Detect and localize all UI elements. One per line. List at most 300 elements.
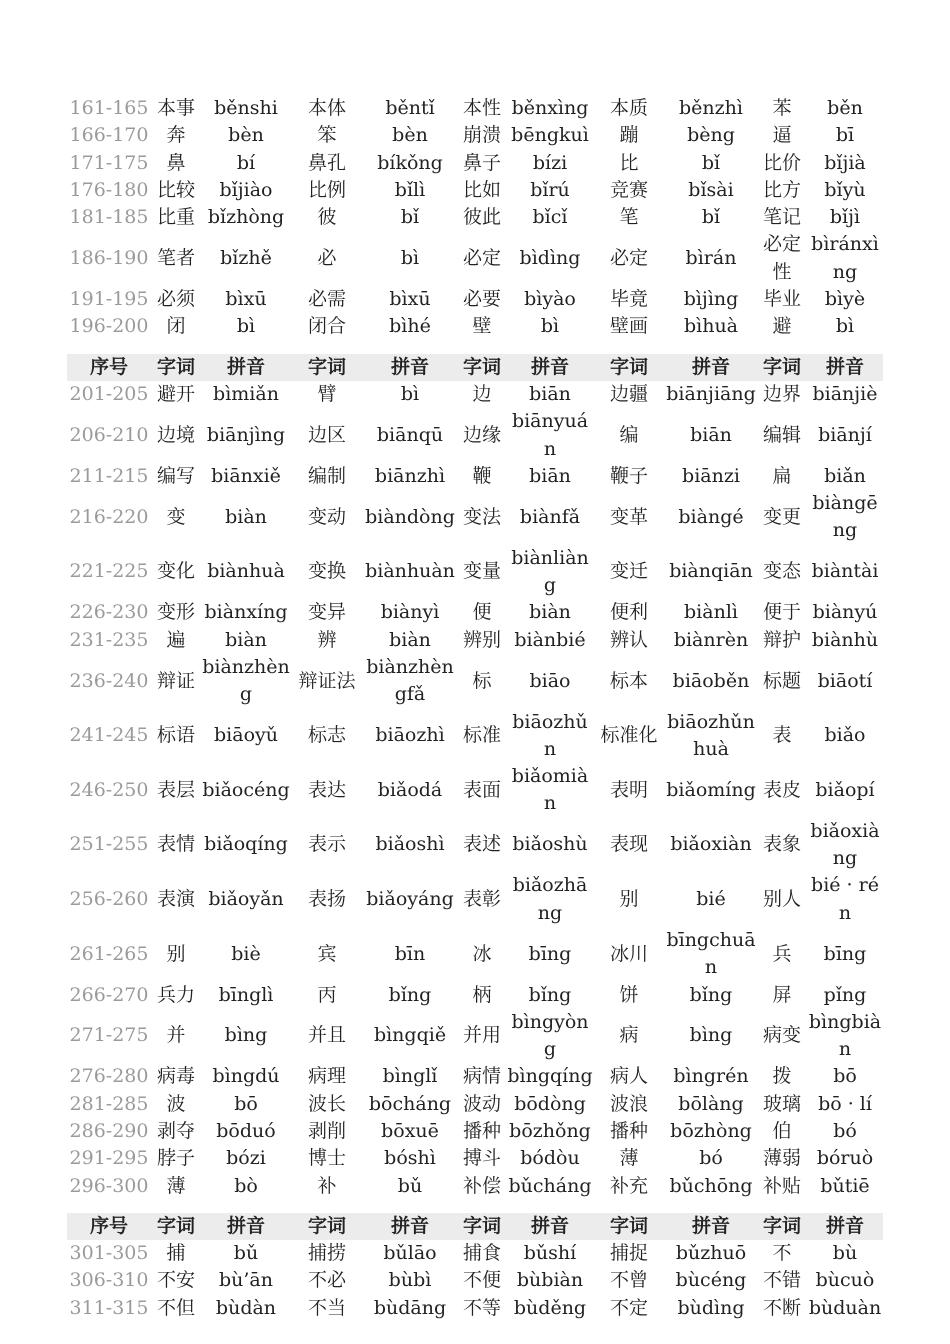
pinyin-cell: bìránxìng: [811, 233, 879, 283]
pinyin-cell: bùcéng: [675, 1269, 747, 1292]
pinyin-cell: bó: [833, 1119, 857, 1142]
word-cell: 比: [619, 151, 639, 174]
pinyin-cell: bǐng: [528, 983, 572, 1006]
word-cell: 本事: [156, 97, 195, 119]
column-header: 拼音: [363, 1213, 457, 1240]
pinyin-cell: biǎn: [824, 464, 866, 487]
word-cell: 逼: [772, 124, 792, 147]
word-cell: 变革: [609, 505, 648, 528]
word-cell: 必定: [609, 247, 648, 270]
word-cell: 标志: [307, 724, 346, 747]
word-cell: 补: [317, 1174, 337, 1197]
pinyin-cell: biǎodá: [377, 778, 443, 801]
pinyin-cell: biànliàng: [511, 546, 589, 597]
column-header: 拼音: [665, 354, 757, 381]
pinyin-cell: biān: [529, 464, 571, 487]
pinyin-cell: biāoyǔ: [214, 724, 278, 747]
pinyin-cell: bìjìng: [683, 288, 739, 311]
word-cell: 编: [619, 423, 639, 446]
word-cell: 辨认: [609, 628, 648, 651]
range-cell: 186-190: [69, 247, 149, 270]
column-header: 拼音: [201, 1213, 291, 1240]
column-header: 拼音: [807, 354, 883, 381]
word-cell: 表: [772, 724, 792, 747]
word-cell: 臂: [317, 382, 337, 405]
pinyin-cell: bò: [234, 1174, 258, 1197]
column-header: 拼音: [665, 1213, 757, 1240]
table-row: [67, 818, 883, 873]
word-cell: 别: [166, 942, 186, 965]
pinyin-cell: biànhuàn: [365, 560, 455, 583]
word-cell: 波浪: [609, 1092, 648, 1115]
pinyin-cell: bìrán: [685, 247, 737, 270]
pinyin-cell: biànzhèngfǎ: [366, 655, 454, 706]
pinyin-cell: bǐ: [400, 206, 420, 229]
word-cell: 病: [619, 1024, 639, 1047]
pinyin-cell: bèn: [228, 124, 264, 147]
table-row: [67, 122, 883, 149]
pinyin-cell: biànbié: [514, 628, 586, 651]
pinyin-cell: biāoběn: [672, 669, 750, 692]
word-cell: 屏: [772, 983, 792, 1006]
word-cell: 标准: [462, 724, 501, 747]
pinyin-cell: bié: [696, 887, 726, 910]
word-cell: 病情: [462, 1065, 501, 1088]
column-header: 字词: [291, 354, 363, 381]
pinyin-cell: bódòu: [520, 1147, 580, 1170]
word-cell: 避: [772, 315, 792, 338]
word-cell: 边界: [762, 382, 801, 405]
word-cell: 笔: [619, 206, 639, 229]
pinyin-cell: bó: [699, 1147, 723, 1170]
pinyin-cell: bī: [835, 124, 855, 147]
pinyin-cell: biāotí: [817, 669, 873, 692]
word-cell: 病理: [307, 1065, 346, 1088]
word-cell: 表层: [156, 778, 195, 801]
word-cell: 波: [166, 1092, 186, 1115]
table-row: [67, 381, 883, 408]
range-cell: 231-235: [69, 628, 149, 651]
table-header-row: [67, 1213, 883, 1240]
pinyin-cell: bóshì: [384, 1147, 436, 1170]
word-cell: 剥夺: [156, 1119, 195, 1142]
pinyin-cell: biàngēng: [812, 492, 878, 542]
pinyin-cell: biàn: [389, 628, 431, 651]
pinyin-cell: bǔcháng: [508, 1174, 592, 1197]
word-cell: 辩护: [762, 628, 801, 651]
word-cell: 辨别: [462, 628, 501, 651]
pinyin-cell: biāozhǔnhuà: [667, 710, 755, 760]
word-cell: 波长: [307, 1092, 346, 1115]
pinyin-cell: biānjìng: [206, 423, 286, 446]
pinyin-cell: bǐyù: [824, 178, 866, 201]
pinyin-cell: biǎomíng: [666, 778, 756, 801]
range-cell: 236-240: [69, 669, 149, 692]
word-cell: 便: [472, 601, 492, 624]
range-cell: 166-170: [69, 124, 149, 147]
word-cell: 便利: [609, 601, 648, 624]
range-cell: 246-250: [69, 778, 149, 801]
word-cell: 拨: [772, 1065, 792, 1088]
column-header: 拼音: [363, 354, 457, 381]
word-cell: 并: [166, 1024, 186, 1047]
word-cell: 不: [772, 1242, 792, 1265]
word-cell: 比较: [156, 178, 195, 201]
pinyin-cell: biàndòng: [365, 505, 455, 528]
pinyin-cell: bǐrú: [530, 178, 570, 201]
table-row: [67, 490, 883, 545]
word-cell: 辨: [317, 628, 337, 651]
table-row: [67, 982, 883, 1009]
word-cell: 鞭子: [609, 464, 648, 487]
pinyin-cell: bì: [400, 247, 420, 270]
word-cell: 边疆: [609, 382, 648, 405]
column-header: 拼音: [507, 1213, 593, 1240]
word-cell: 玻璃: [762, 1092, 801, 1115]
pinyin-cell: bì: [236, 315, 256, 338]
range-cell: 196-200: [69, 315, 149, 338]
table-row: [67, 545, 883, 600]
pinyin-cell: biàn: [225, 505, 267, 528]
range-cell: 261-265: [69, 942, 149, 965]
word-cell: 不错: [762, 1269, 801, 1292]
range-cell: 206-210: [69, 423, 149, 446]
range-cell: 226-230: [69, 601, 149, 624]
word-cell: 苯: [772, 97, 792, 119]
pinyin-cell: bìyè: [824, 288, 866, 311]
word-cell: 标语: [156, 724, 195, 747]
pinyin-cell: biànxíng: [204, 601, 288, 624]
word-cell: 剥削: [307, 1119, 346, 1142]
word-cell: 捕: [166, 1242, 186, 1265]
column-header: 字词: [151, 1213, 201, 1240]
word-cell: 标本: [609, 669, 648, 692]
pinyin-cell: bìng: [689, 1024, 733, 1047]
pinyin-cell: bǔchōng: [669, 1174, 753, 1197]
table-row: [67, 1091, 883, 1118]
pinyin-cell: bùbiàn: [516, 1269, 584, 1292]
pinyin-cell: bùbì: [388, 1269, 432, 1292]
word-cell: 竞赛: [609, 178, 648, 201]
pinyin-cell: bǐlì: [394, 178, 426, 201]
pinyin-cell: bìng: [224, 1024, 268, 1047]
pinyin-cell: bǐjiào: [219, 178, 273, 201]
pinyin-cell: biāozhǔn: [512, 710, 588, 760]
word-cell: 搏斗: [462, 1147, 501, 1170]
range-cell: 216-220: [69, 505, 149, 528]
word-table: [67, 95, 883, 341]
word-cell: 薄弱: [762, 1147, 801, 1170]
word-cell: 鼻子: [462, 151, 501, 174]
pinyin-cell: biànqiān: [669, 560, 753, 583]
pinyin-cell: bì: [835, 315, 855, 338]
word-cell: 本性: [462, 97, 501, 119]
word-cell: 鞭: [472, 464, 492, 487]
word-cell: 表明: [609, 778, 648, 801]
pinyin-cell: biānjiāng: [666, 382, 756, 405]
word-cell: 宾: [317, 942, 337, 965]
pinyin-cell: bù’ān: [218, 1269, 273, 1292]
pinyin-cell: bù: [832, 1242, 858, 1265]
word-cell: 补贴: [762, 1174, 801, 1197]
table-row: [67, 763, 883, 818]
column-header: 字词: [757, 354, 807, 381]
range-cell: 281-285: [69, 1092, 149, 1115]
table-row: [67, 654, 883, 709]
word-cell: 变异: [307, 601, 346, 624]
word-cell: 表象: [762, 833, 801, 856]
word-table: [67, 354, 883, 1200]
word-cell: 变: [166, 505, 186, 528]
pinyin-cell: biànfǎ: [519, 505, 581, 528]
range-cell: 181-185: [69, 206, 149, 229]
table-header-row: [67, 354, 883, 381]
table-row: [67, 95, 883, 122]
word-cell: 兵力: [156, 983, 195, 1006]
word-cell: 表述: [462, 833, 501, 856]
word-cell: 闭: [166, 315, 186, 338]
word-cell: 编辑: [762, 423, 801, 446]
word-cell: 毕竟: [609, 288, 648, 311]
pinyin-cell: bǐzhòng: [207, 206, 285, 229]
pinyin-cell: biǎopí: [815, 778, 875, 801]
column-header: 序号: [67, 1213, 151, 1240]
pinyin-cell: bùcuò: [815, 1269, 875, 1292]
word-cell: 播种: [609, 1119, 648, 1142]
word-cell: 辩证: [156, 669, 195, 692]
column-header: 拼音: [507, 354, 593, 381]
word-cell: 薄: [619, 1147, 639, 1170]
range-cell: 176-180: [69, 178, 149, 201]
word-cell: 伯: [772, 1119, 792, 1142]
pinyin-cell: bùdàn: [215, 1296, 277, 1319]
pinyin-cell: biànhuà: [207, 560, 285, 583]
pinyin-cell: biānyuán: [511, 410, 589, 460]
pinyin-cell: biànyú: [812, 601, 878, 624]
table-row: [67, 286, 883, 313]
word-cell: 笔记: [762, 206, 801, 229]
range-cell: 266-270: [69, 983, 149, 1006]
pinyin-cell: bìngbiàn: [808, 1010, 882, 1061]
pinyin-cell: bìxū: [389, 288, 431, 311]
pinyin-cell: bō: [234, 1092, 258, 1115]
table-row: [67, 313, 883, 340]
pinyin-cell: biè: [231, 942, 261, 965]
table-row: [67, 599, 883, 626]
column-header: 拼音: [807, 1213, 883, 1240]
pinyin-cell: bìngqiě: [373, 1024, 447, 1047]
word-cell: 必须: [156, 288, 195, 311]
word-cell: 鼻: [166, 151, 186, 174]
pinyin-cell: bìngdú: [212, 1065, 280, 1088]
column-header: 字词: [757, 1213, 807, 1240]
pinyin-cell: bōcháng: [368, 1092, 452, 1115]
table-row: [67, 463, 883, 490]
pinyin-cell: bìyào: [524, 288, 576, 311]
pinyin-cell: bǔ: [233, 1242, 259, 1265]
word-cell: 比例: [307, 178, 346, 201]
range-cell: 276-280: [69, 1065, 149, 1088]
pinyin-cell: biǎoxiàn: [670, 833, 752, 856]
word-cell: 不等: [462, 1296, 501, 1319]
word-cell: 笔者: [156, 247, 195, 270]
pinyin-cell: biǎoshù: [512, 833, 588, 856]
word-cell: 变量: [462, 560, 501, 583]
table-row: [67, 1173, 883, 1200]
word-cell: 避开: [156, 382, 195, 405]
pinyin-cell: biǎoyáng: [366, 887, 454, 910]
pinyin-cell: bìngyòng: [511, 1010, 589, 1061]
word-cell: 崩溃: [462, 124, 501, 147]
word-cell: 冰: [472, 942, 492, 965]
pinyin-cell: biàn: [225, 628, 267, 651]
word-cell: 表现: [609, 833, 648, 856]
word-cell: 编制: [307, 464, 346, 487]
pinyin-cell: bùduàn: [808, 1296, 882, 1319]
word-cell: 变换: [307, 560, 346, 583]
range-cell: 271-275: [69, 1024, 149, 1047]
word-cell: 本质: [609, 97, 648, 119]
word-cell: 丙: [317, 983, 337, 1006]
pinyin-cell: bóruò: [816, 1147, 874, 1170]
table-row: [67, 709, 883, 764]
pinyin-cell: bō: [833, 1065, 857, 1088]
word-cell: 比价: [762, 151, 801, 174]
word-cell: 博士: [307, 1147, 346, 1170]
word-cell: 壁画: [609, 315, 648, 338]
word-cell: 必: [317, 247, 337, 270]
word-cell: 编写: [156, 464, 195, 487]
pinyin-cell: bēngkuì: [511, 124, 589, 147]
word-cell: 比重: [156, 206, 195, 229]
word-cell: 病变: [762, 1024, 801, 1047]
pinyin-cell: bǔshí: [523, 1242, 577, 1265]
pinyin-cell: bōzhǒng: [509, 1119, 591, 1142]
pinyin-cell: běn: [827, 97, 863, 119]
pinyin-cell: bǐng: [689, 983, 733, 1006]
word-cell: 壁: [472, 315, 492, 338]
pinyin-cell: bùdìng: [677, 1296, 745, 1319]
pinyin-cell: biàngé: [678, 505, 744, 528]
pinyin-cell: bì: [400, 382, 420, 405]
pinyin-cell: běnshi: [214, 97, 278, 119]
pinyin-cell: bōxuē: [381, 1119, 439, 1142]
pinyin-cell: bǐzhě: [220, 247, 272, 270]
word-cell: 捕捉: [609, 1242, 648, 1265]
pinyin-cell: biǎoqíng: [204, 833, 288, 856]
word-cell: 毕业: [762, 288, 801, 311]
pinyin-cell: bùděng: [513, 1296, 587, 1319]
pinyin-cell: bíkǒng: [377, 151, 443, 174]
word-cell: 变更: [762, 505, 801, 528]
word-cell: 比方: [762, 178, 801, 201]
pinyin-cell: biǎoyǎn: [208, 887, 284, 910]
word-cell: 补偿: [462, 1174, 501, 1197]
word-cell: 表皮: [762, 778, 801, 801]
pinyin-cell: bǐ: [701, 151, 721, 174]
word-cell: 边境: [156, 423, 195, 446]
pinyin-cell: bǐjì: [829, 206, 861, 229]
pinyin-cell: bīn: [394, 942, 426, 965]
word-cell: 本体: [307, 97, 346, 119]
table-row: [67, 1145, 883, 1172]
column-header: 字词: [593, 1213, 665, 1240]
pinyin-cell: bìnglǐ: [382, 1065, 438, 1088]
pinyin-cell: bīng: [528, 942, 572, 965]
word-cell: 鼻孔: [307, 151, 346, 174]
word-cell: 变迁: [609, 560, 648, 583]
word-cell: 标题: [762, 669, 801, 692]
word-cell: 柄: [472, 983, 492, 1006]
range-cell: 306-310: [69, 1269, 149, 1292]
pinyin-cell: bōdòng: [514, 1092, 586, 1115]
column-header: 拼音: [201, 354, 291, 381]
pinyin-cell: bìmiǎn: [213, 382, 279, 405]
range-cell: 191-195: [69, 288, 149, 311]
pinyin-cell: bīnglì: [218, 983, 274, 1006]
word-cell: 并用: [462, 1024, 501, 1047]
word-table: [67, 1213, 883, 1322]
word-cell: 不安: [156, 1269, 195, 1292]
pinyin-cell: biǎoxiàng: [810, 819, 880, 870]
range-cell: 251-255: [69, 833, 149, 856]
table-row: [67, 1267, 883, 1294]
word-cell: 扁: [772, 464, 792, 487]
word-cell: 彼: [317, 206, 337, 229]
word-cell: 表演: [156, 887, 195, 910]
pinyin-cell: běnxìng: [511, 97, 589, 119]
vocabulary-sheet: [67, 95, 883, 1322]
word-cell: 蹦: [619, 124, 639, 147]
word-cell: 辩证法: [298, 669, 356, 692]
pinyin-cell: biāo: [529, 669, 571, 692]
column-header: 字词: [457, 1213, 507, 1240]
word-cell: 补充: [609, 1174, 648, 1197]
word-cell: 不断: [762, 1296, 801, 1319]
word-cell: 表达: [307, 778, 346, 801]
range-cell: 201-205: [69, 382, 149, 405]
pinyin-cell: biānjí: [818, 423, 872, 446]
table-row: [67, 1009, 883, 1064]
pinyin-cell: biàntài: [811, 560, 879, 583]
pinyin-cell: biànyì: [380, 601, 440, 624]
word-cell: 捕捞: [307, 1242, 346, 1265]
column-header: 字词: [593, 354, 665, 381]
word-cell: 变化: [156, 560, 195, 583]
range-cell: 161-165: [69, 97, 149, 119]
pinyin-cell: biāozhì: [375, 724, 445, 747]
pinyin-cell: pǐng: [823, 983, 867, 1006]
word-cell: 奔: [166, 124, 186, 147]
column-header: 字词: [457, 354, 507, 381]
word-cell: 表扬: [307, 887, 346, 910]
pinyin-cell: bǐcǐ: [532, 206, 568, 229]
range-cell: 211-215: [69, 464, 149, 487]
pinyin-cell: biānzhì: [374, 464, 446, 487]
column-header: 字词: [291, 1213, 363, 1240]
word-cell: 必定: [462, 247, 501, 270]
word-cell: 波动: [462, 1092, 501, 1115]
range-cell: 311-315: [69, 1296, 149, 1319]
pinyin-cell: bì: [540, 315, 560, 338]
word-cell: 别人: [762, 887, 801, 910]
word-cell: 标准化: [600, 724, 658, 747]
word-cell: 标: [472, 669, 492, 692]
word-cell: 表情: [156, 833, 195, 856]
pinyin-cell: biǎomiàn: [511, 765, 589, 815]
table-row: [67, 1240, 883, 1267]
pinyin-cell: běntǐ: [385, 97, 435, 119]
